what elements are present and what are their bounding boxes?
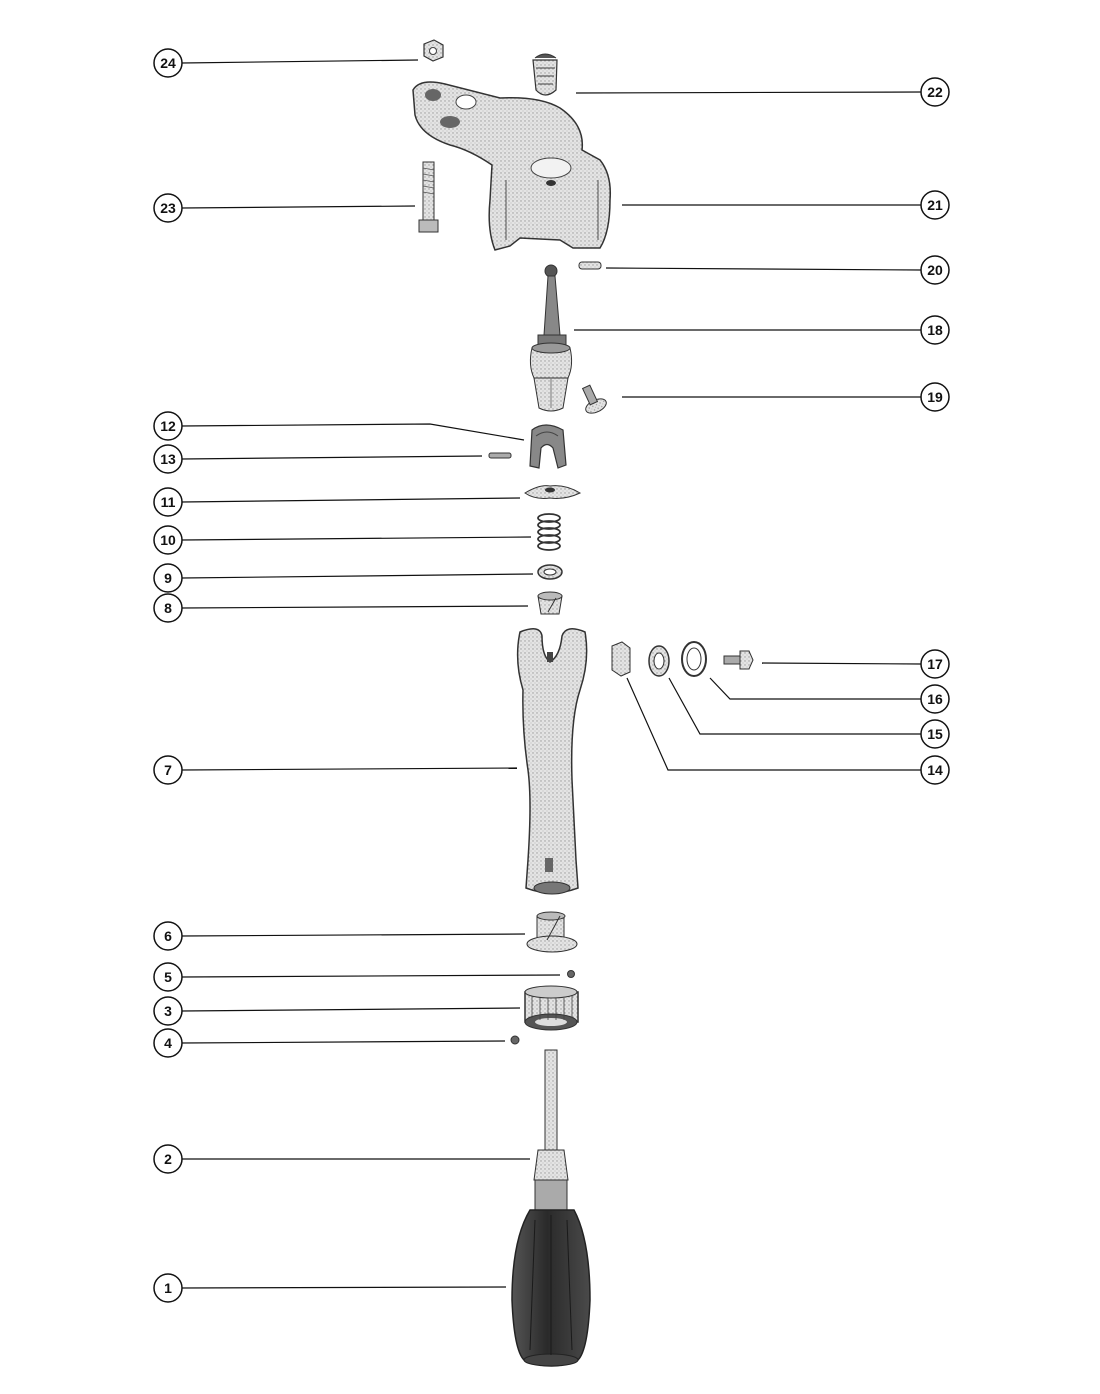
part-20-pin bbox=[579, 262, 601, 269]
part-14-bushing bbox=[612, 642, 630, 676]
callout-3-label: 3 bbox=[164, 1003, 172, 1019]
part-11-plate bbox=[525, 486, 580, 499]
part-2-shaft bbox=[534, 1050, 568, 1210]
callout-9-label: 9 bbox=[164, 570, 172, 586]
part-15-washer bbox=[649, 646, 669, 676]
callout-20 bbox=[921, 256, 949, 284]
callout-5-label: 5 bbox=[164, 969, 172, 985]
part-16-washer bbox=[682, 642, 706, 676]
callout-21-label: 21 bbox=[927, 197, 943, 213]
callout-8-label: 8 bbox=[164, 600, 172, 616]
callout-15 bbox=[921, 720, 949, 748]
part-22-plug bbox=[533, 54, 557, 95]
part-9-washer bbox=[538, 565, 562, 579]
callout-19 bbox=[921, 383, 949, 411]
part-23-bolt bbox=[419, 162, 438, 232]
callout-3 bbox=[154, 997, 182, 1025]
part-10-spring bbox=[538, 514, 560, 550]
part-17-screw bbox=[724, 651, 753, 669]
part-18-shaft-assembly bbox=[530, 265, 571, 411]
callout-2-label: 2 bbox=[164, 1151, 172, 1167]
callout-13-label: 13 bbox=[160, 451, 176, 467]
part-7-housing bbox=[518, 629, 587, 894]
callout-7-label: 7 bbox=[164, 762, 172, 778]
callout-1-label: 1 bbox=[164, 1280, 172, 1296]
callout-12 bbox=[154, 412, 182, 440]
callout-4 bbox=[154, 1029, 182, 1057]
callout-16 bbox=[921, 685, 949, 713]
part-19-screw bbox=[583, 385, 609, 416]
callout-2 bbox=[154, 1145, 182, 1173]
callout-8 bbox=[154, 594, 182, 622]
callout-16-label: 16 bbox=[927, 691, 943, 707]
callout-14-label: 14 bbox=[927, 762, 943, 778]
callout-6-label: 6 bbox=[164, 928, 172, 944]
callout-22 bbox=[921, 78, 949, 106]
part-4-ball bbox=[511, 1036, 519, 1044]
part-1-grip bbox=[512, 1210, 590, 1366]
callout-10-label: 10 bbox=[160, 532, 176, 548]
callout-12-label: 12 bbox=[160, 418, 176, 434]
callout-7 bbox=[154, 756, 182, 784]
callout-13 bbox=[154, 445, 182, 473]
part-5-ball bbox=[568, 971, 575, 978]
callout-24-label: 24 bbox=[160, 55, 176, 71]
callout-23 bbox=[154, 194, 182, 222]
part-21-bracket bbox=[413, 82, 610, 250]
callout-18 bbox=[921, 316, 949, 344]
callout-21 bbox=[921, 191, 949, 219]
part-8-bushing bbox=[538, 592, 562, 614]
callout-15-label: 15 bbox=[927, 726, 943, 742]
callout-11-label: 11 bbox=[160, 494, 176, 510]
callout-1 bbox=[154, 1274, 182, 1302]
callout-6 bbox=[154, 922, 182, 950]
part-13-pin bbox=[489, 453, 511, 458]
callout-4-label: 4 bbox=[164, 1035, 172, 1051]
callout-14 bbox=[921, 756, 949, 784]
callout-11 bbox=[154, 488, 182, 516]
part-3-bearing bbox=[525, 986, 578, 1030]
callout-17-label: 17 bbox=[927, 656, 943, 672]
callout-5 bbox=[154, 963, 182, 991]
callout-22-label: 22 bbox=[927, 84, 943, 100]
callout-10 bbox=[154, 526, 182, 554]
callout-24 bbox=[154, 49, 182, 77]
part-24-nut bbox=[424, 40, 443, 61]
part-6-bushing bbox=[527, 912, 577, 952]
callout-19-label: 19 bbox=[927, 389, 943, 405]
part-12-clip bbox=[530, 425, 566, 468]
callout-18-label: 18 bbox=[927, 322, 943, 338]
callout-9 bbox=[154, 564, 182, 592]
callout-23-label: 23 bbox=[160, 200, 176, 216]
callout-20-label: 20 bbox=[927, 262, 943, 278]
callout-17 bbox=[921, 650, 949, 678]
